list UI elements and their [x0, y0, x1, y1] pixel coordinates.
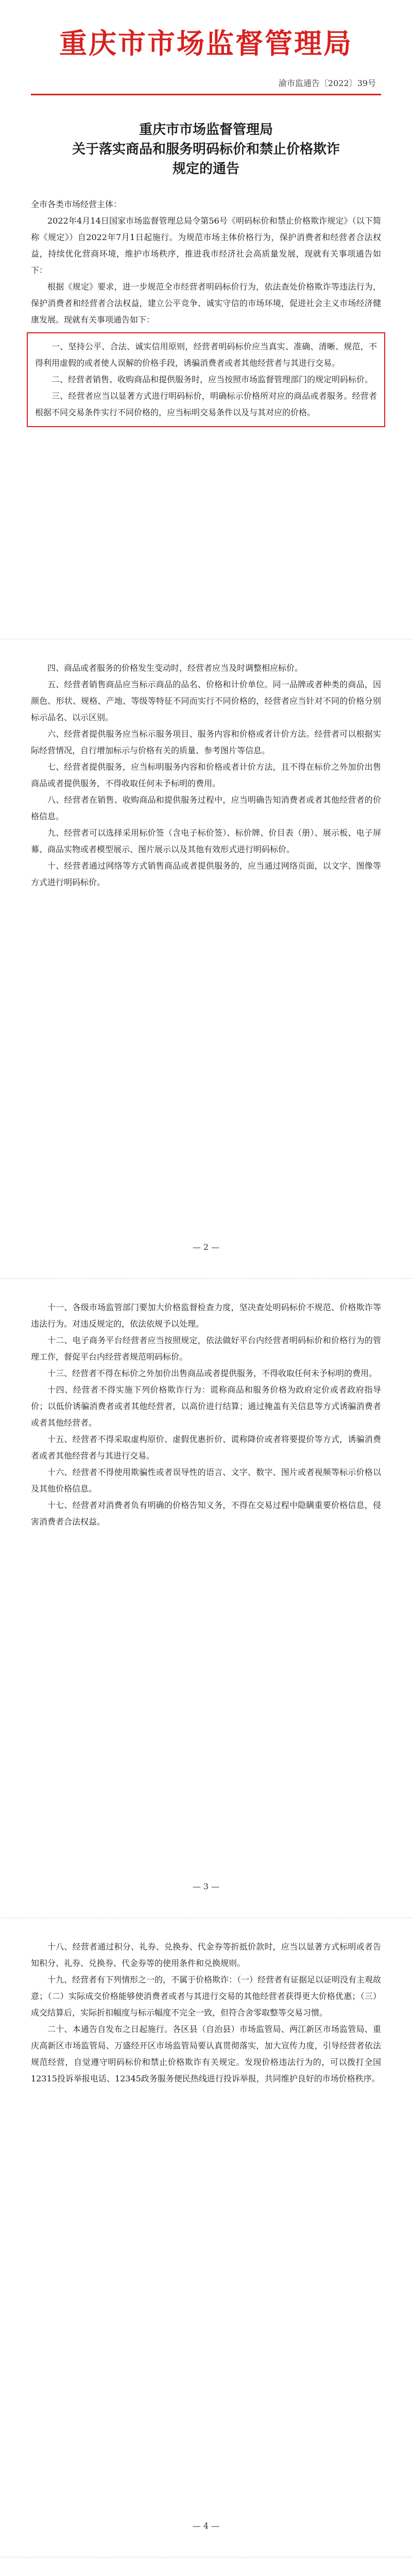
salutation: 全市各类市场经营主体： — [31, 199, 122, 209]
paragraph: 五、经营者销售商品应当标示商品的品名、价格和计价单位。同一品牌或者种类的商品，因颜色、形状、规格、产地、等级等特征不同而实行不同价格的，经营者应当针对不同的价格分别标示品名、以示区别。 — [31, 680, 381, 722]
document-number: 渝市监通告〔2022〕39号 — [278, 78, 376, 88]
page-2 — [31, 639, 381, 1278]
paragraph: 十七、经营者对消费者负有明确的价格告知义务，不得在交易过程中隐瞒重要价格信息，侵害消费者合法权益。 — [31, 1500, 381, 1527]
paragraph: 七、经营者提供服务，应当标明服务内容和价格或者计价方法，且不得在标价之外加价出售商品或者提供服务，不得收取任何未予标明的费用。 — [31, 762, 381, 788]
paragraph: 根据《规定》要求，进一步规范全市经营者明码标价行为，依法查处价格欺诈等违法行为，保护消费者和经营者合法权益，建立公平竞争、诚实守信的市场环境，促进社会主义市场经济健康发展。现就有关事项通告如下： — [31, 282, 381, 325]
title-line: 关于落实商品和服务明码标价和禁止价格欺诈 — [72, 142, 340, 157]
paragraph: 十九、经营者有下列情形之一的，不属于价格欺诈：（一）经营者有证据足以证明没有主观故意；（二）实际成交价格能够使消费者或者与其进行交易的其他经营者获得更大价格优惠；（三）成交结算后，实际折扣幅度与标示幅度不完全一致，但符合舍零取整等交易习惯。 — [31, 1975, 382, 2018]
page-number: — 3 — — [192, 1882, 220, 1891]
paragraph: 2022年4月14日国家市场监督管理总局令第56号《明码标价和禁止价格欺诈规定》（以下简称《规定》）自2022年7月1日起施行。为规范市场主体价格行为，保护消费者和经营者合法权益，持续优化营商环境，维护市场秩序，推进我市经济社会高质量发展，现就有关事项通告如下： — [31, 216, 381, 275]
page-number: — 4 — — [192, 2521, 220, 2531]
highlighted-section — [27, 332, 385, 427]
paragraph: 三、经营者应当以显著方式进行明码标价，明确标示价格所对应的商品或者服务。经营者根据不同交易条件实行不同价格的，应当标明交易条件以及与其对应的价格。 — [35, 391, 377, 417]
paragraph: 十六、经营者不得使用欺骗性或者误导性的语言、文字、数字、图片或者视频等标示价格以及其他价格信息。 — [31, 1467, 381, 1494]
paragraph: 十二、电子商务平台经营者应当按照规定，依法做好平台内经营者明码标价和价格行为的管理工作，督促平台内经营者规范明码标价。 — [31, 1335, 381, 1362]
page-3 — [31, 1279, 381, 1918]
paragraph: 六、经营者提供服务应当标示服务项目、服务内容和价格或者计价方法。经营者可以根据实际经营情况，自行增加标示与价格有关的质量、参考图片等信息。 — [31, 729, 381, 755]
paragraph: 十四、经营者不得实施下列价格欺诈行为：谎称商品和服务价格为政府定价或者政府指导价；以低价诱骗消费者或者其他经营者，以高价进行结算；通过掩盖有关信息等方式诱骗消费者或者其他经营者。 — [31, 1385, 381, 1428]
page-4 — [31, 1918, 381, 2557]
paragraph: 一、坚持公平、合法、诚实信用原则，经营者明码标价应当真实、准确、清晰、规范，不得利用虚假的或者使人误解的价格手段，诱骗消费者或者其他经营者与其进行交易。 — [35, 342, 377, 368]
masthead: 重庆市市场监督管理局 — [59, 27, 353, 60]
page-1 — [31, 0, 381, 639]
paragraph: 二、经营者销售、收购商品和提供服务时，应当按照市场监督管理部门的规定明码标价。 — [52, 375, 373, 384]
paragraph: 十一、各级市场监管部门要加大价格监督检查力度，坚决查处明码标价不规范、价格欺诈等违法行为。对违反规定的，依法依规予以处理。 — [31, 1302, 381, 1329]
paragraph: 十三、经营者不得在标价之外加价出售商品或者提供服务，不得收取任何未予标明的费用。 — [47, 1368, 377, 1378]
red-rule — [31, 94, 381, 95]
paragraph: 十五、经营者不得采取虚构原价、虚假优惠折价、谎称降价或者将要提价等方式，诱骗消费者或者其他经营者与其进行交易。 — [31, 1434, 381, 1461]
title-line: 规定的通告 — [172, 161, 239, 177]
paragraph: 九、经营者可以选择采用标价签（含电子标价签）、标价牌、价目表（册）、展示板、电子屏幕、商品实物或者模型展示、图片展示以及其他有效形式进行明码标价。 — [31, 828, 381, 854]
page-5 — [31, 2557, 381, 2576]
paragraph: 四、商品或者服务的价格发生变动时，经营者应当及时调整相应标价。 — [47, 663, 303, 673]
paragraph: 十、经营者通过网络等方式销售商品或者提供服务的，应当通过网络页面，以文字、图像等方式进行明码标价。 — [31, 861, 381, 887]
page-number: — 2 — — [192, 1242, 220, 1252]
title-line: 重庆市市场监督管理局 — [139, 122, 273, 138]
paragraph: 十八、经营者通过积分、礼券、兑换券、代金券等折抵价款时，应当以显著方式标明或者告知积分、礼券、兑换券、代金券等的使用条件和兑换规则。 — [31, 1942, 381, 1968]
paragraph: 八、经营者在销售、收购商品和提供服务过程中，应当明确告知消费者或者其他经营者的价格信息。 — [31, 795, 381, 821]
paragraph: 二十、本通告自发布之日起施行。各区县（自治县）市场监管局、两江新区市场监管局、重庆高新区市场监管局、万盛经开区市场监管局要认真贯彻落实，加大宣传力度，引导经营者依法规范经营，自觉遵守明码标价和禁止价格欺诈有关规定。发现价格违法行为的，可以拨打全国12315投诉举报电话、12345政务服务便民热线进行投诉举报，共同维护良好的市场价格秩序。 — [31, 2024, 381, 2083]
document-title — [31, 120, 381, 179]
